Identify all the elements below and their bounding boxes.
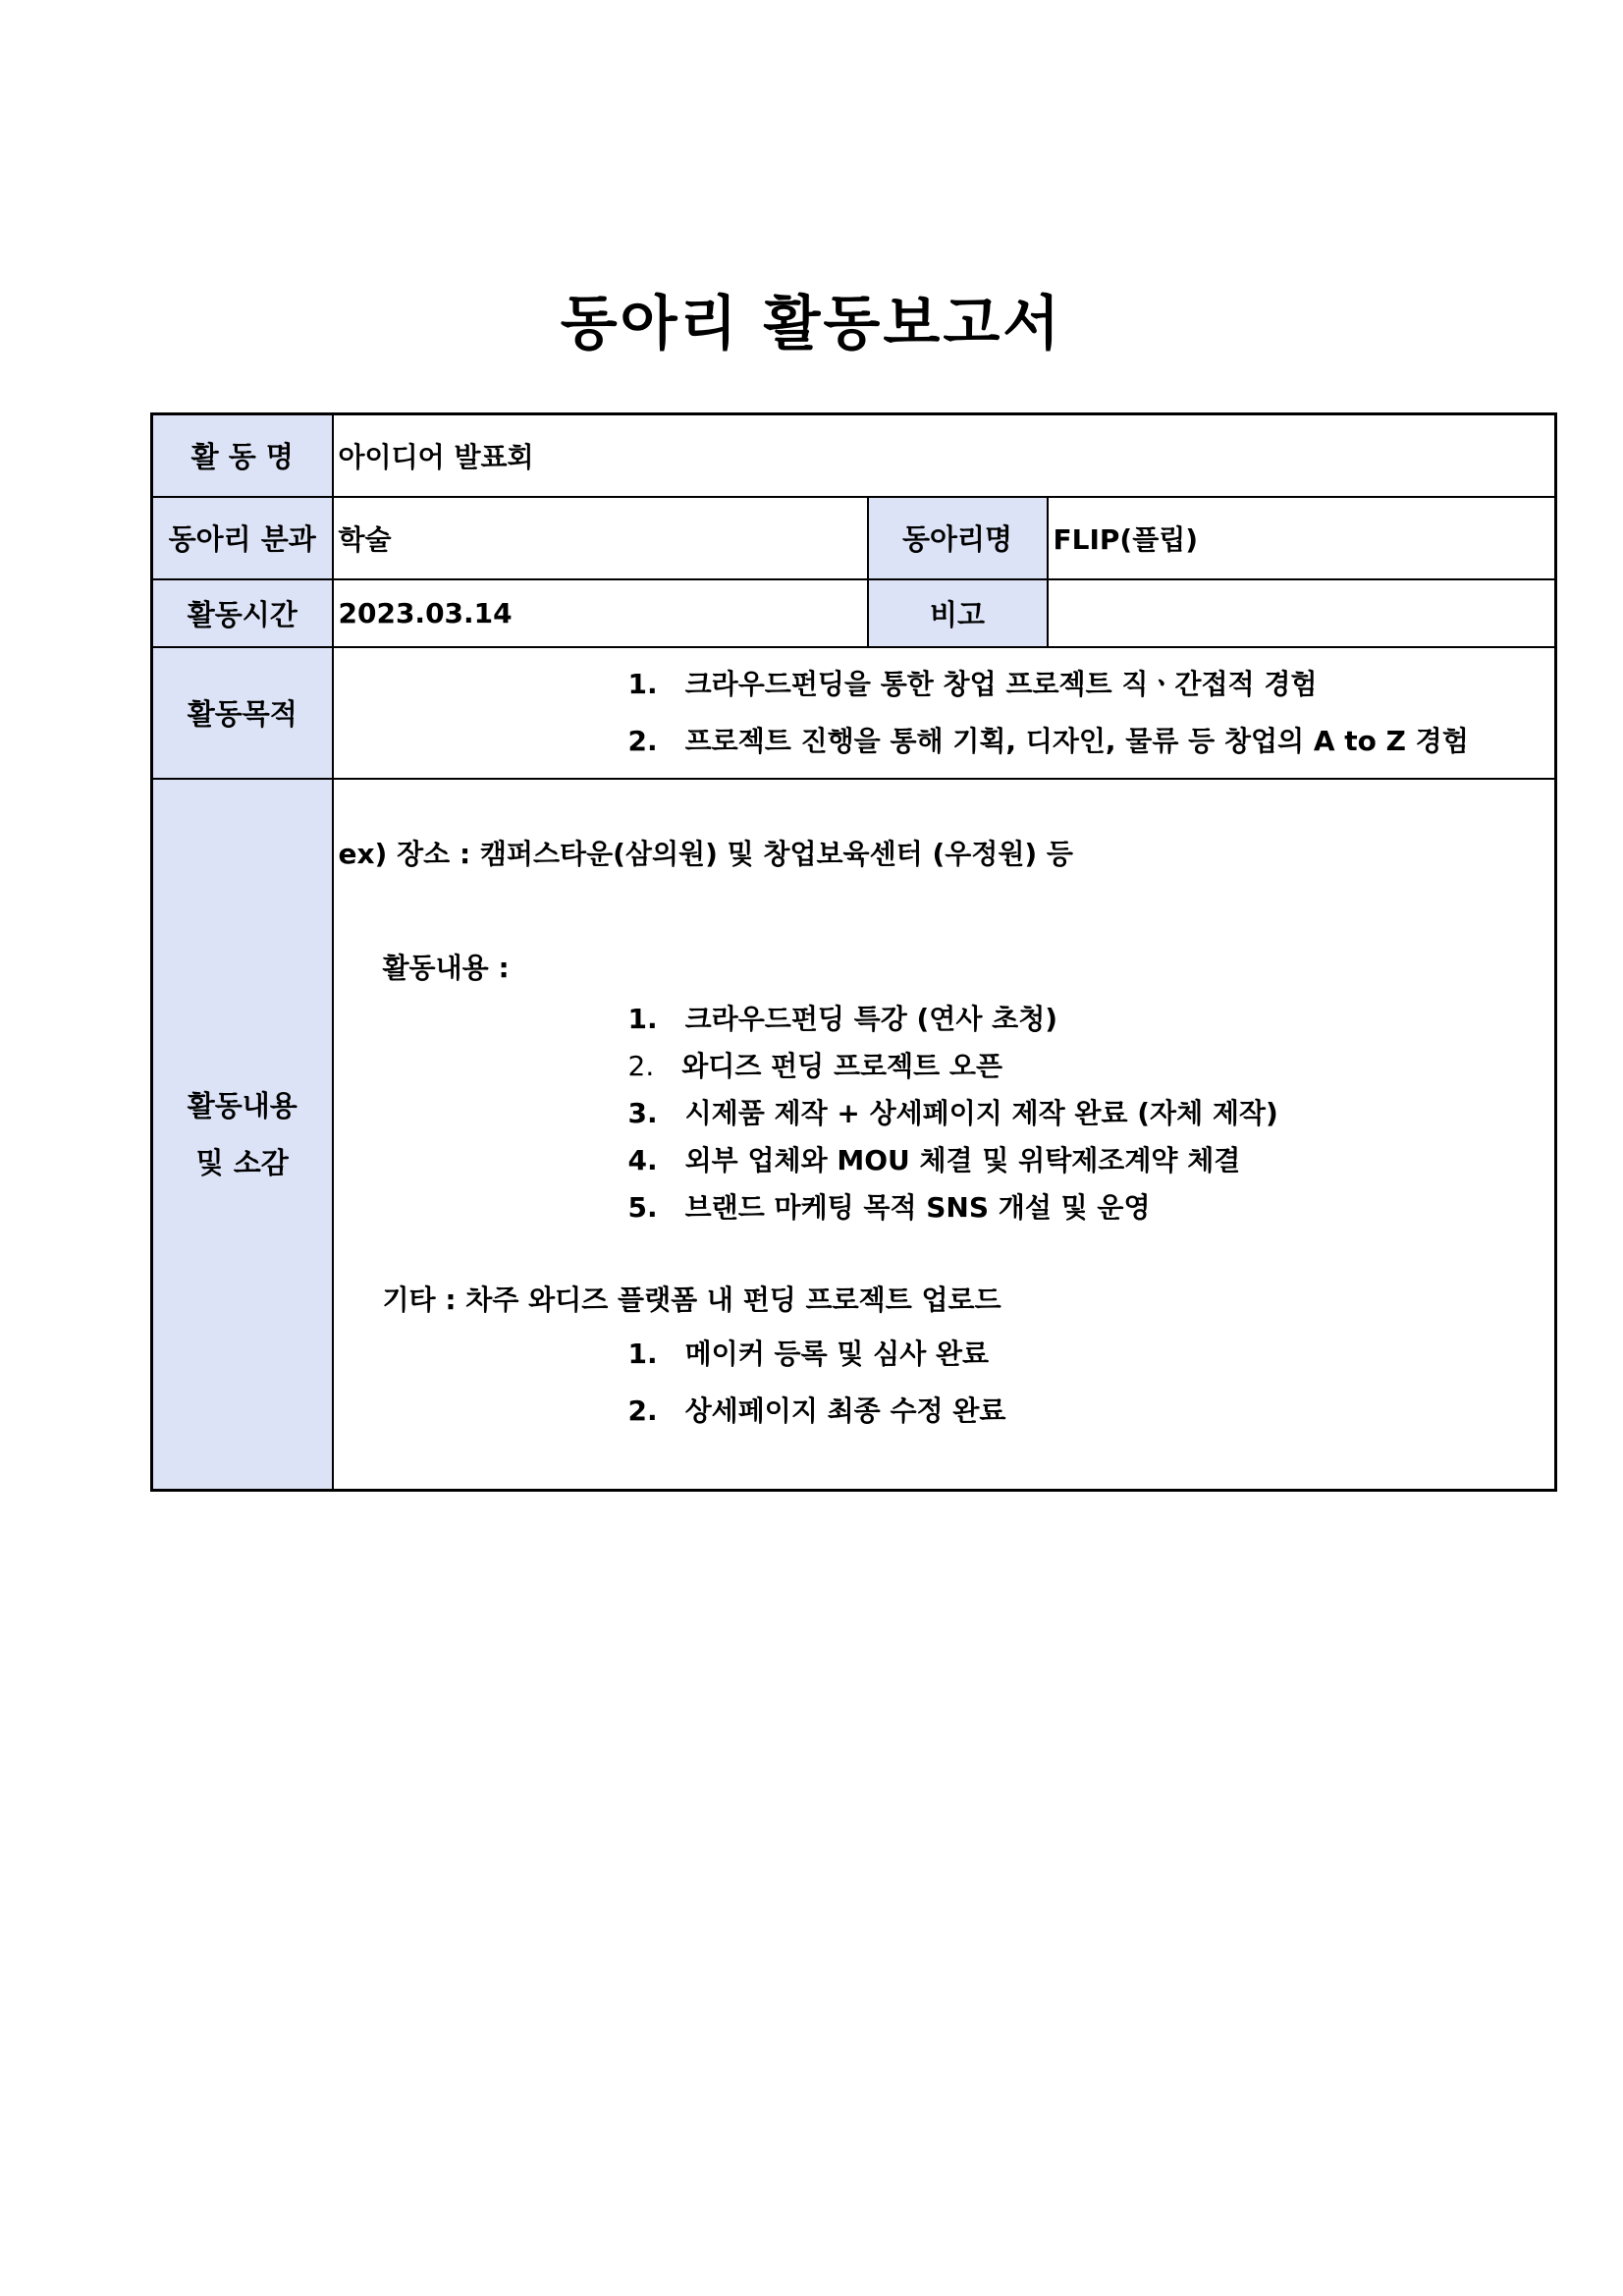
content-cell: [333, 779, 1556, 1491]
purpose-item: [334, 656, 1555, 713]
activity-item: [628, 1043, 1555, 1090]
activity-item-text: 크라우드펀딩 특강 (연사 초청): [684, 1002, 1058, 1035]
content-label: [152, 779, 333, 1491]
row-purpose: [152, 647, 1556, 779]
activity-item-text: 브랜드 마케팅 목적 SNS 개설 및 운영: [684, 1190, 1151, 1224]
activity-item: [628, 1137, 1555, 1184]
etc-item-text: 상세페이지 최종 수정 완료: [684, 1394, 1006, 1427]
row-content: [152, 779, 1556, 1491]
activity-name-label: 활 동 명: [152, 414, 333, 497]
etc-item-text: 메이커 등록 및 심사 완료: [684, 1337, 990, 1370]
activities-list: [334, 996, 1555, 1231]
purpose-item-number: 2.: [627, 724, 658, 757]
purpose-list: [334, 656, 1555, 770]
activity-name-value: 아이디어 발표회: [333, 414, 1556, 497]
activity-time-label: 활동시간: [152, 579, 333, 647]
activity-item-number: 2.: [627, 1049, 655, 1082]
activities-heading: 활동내용 :: [382, 951, 510, 984]
etc-item: [628, 1326, 1555, 1383]
purpose-item-number: 1.: [627, 667, 658, 700]
row-club: [152, 497, 1556, 579]
etc-list: [334, 1326, 1555, 1440]
activity-time-value: 2023.03.14: [333, 579, 868, 647]
report-table: [150, 412, 1557, 1492]
activity-item-text: 시제품 제작 + 상세페이지 제작 완료 (자체 제작): [684, 1096, 1278, 1129]
activity-item: [628, 996, 1555, 1043]
activity-item-number: 4.: [627, 1143, 658, 1176]
activity-item-number: 1.: [627, 1002, 658, 1035]
etc-heading: 기타 : 차주 와디즈 플랫폼 내 펀딩 프로젝트 업로드: [382, 1283, 1001, 1316]
content-label-line1: 활동내용: [187, 1088, 298, 1122]
etc-item-number: 2.: [627, 1394, 658, 1427]
content-label-line2: 및 소감: [195, 1145, 289, 1179]
document-title: 동아리 활동보고서: [560, 290, 1063, 358]
activity-item-number: 3.: [627, 1096, 658, 1129]
activity-item: [628, 1090, 1555, 1137]
purpose-cell: [333, 647, 1556, 779]
row-activity-name: [152, 414, 1556, 497]
purpose-label: 활동목적: [152, 647, 333, 779]
purpose-item-text: 프로젝트 진행을 통해 기획, 디자인, 물류 등 창업의 A to Z 경험: [684, 724, 1469, 757]
purpose-item-text: 크라우드펀딩을 통한 창업 프로젝트 직ㆍ간접적 경험: [684, 667, 1318, 700]
club-name-label: 동아리명: [868, 497, 1048, 579]
etc-item: [628, 1383, 1555, 1440]
club-name-value: FLIP(플립): [1048, 497, 1556, 579]
activity-item-text: 와디즈 펀딩 프로젝트 오픈: [681, 1049, 1002, 1082]
row-time: [152, 579, 1556, 647]
place-text: ex) 장소 : 캠퍼스타운(삼의원) 및 창업보육센터 (우정원) 등: [338, 837, 1073, 870]
purpose-item: [334, 713, 1555, 770]
club-dept-value: 학술: [333, 497, 868, 579]
remarks-label: 비고: [868, 579, 1048, 647]
club-dept-label: 동아리 분과: [152, 497, 333, 579]
etc-item-number: 1.: [627, 1337, 658, 1370]
remarks-value: [1048, 579, 1556, 647]
activity-item-number: 5.: [627, 1190, 658, 1224]
activity-item-text: 외부 업체와 MOU 체결 및 위탁제조계약 체결: [684, 1143, 1241, 1176]
activity-item: [628, 1184, 1555, 1231]
